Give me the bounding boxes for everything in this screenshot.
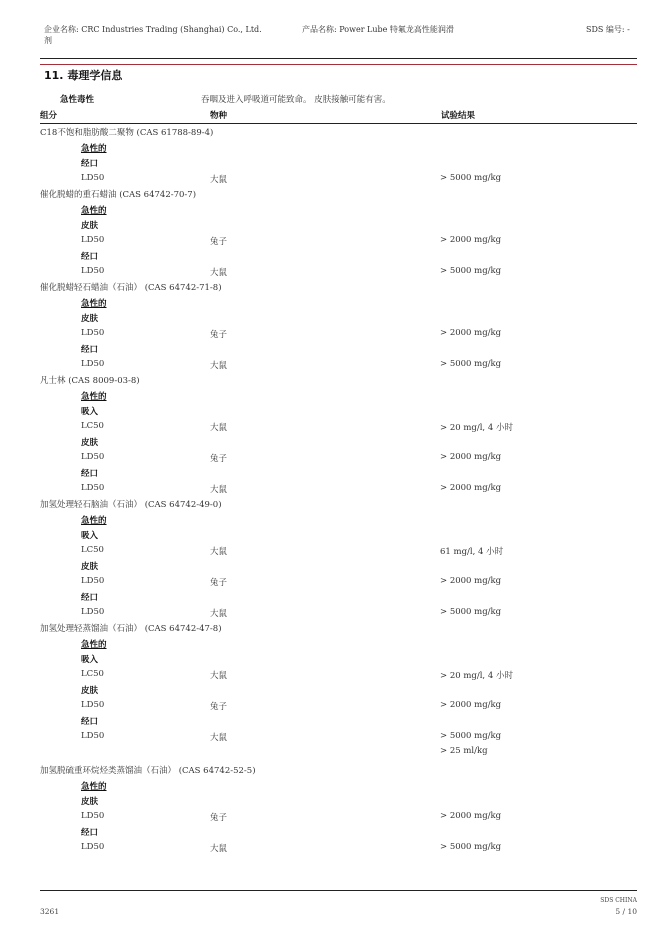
exposure-route: 经口 [81,828,99,838]
toxicity-category: 急性的 [81,392,107,402]
toxicity-category: 急性的 [81,299,107,309]
exposure-route: 皮肤 [81,686,99,696]
table-cell-species: 大鼠 [210,670,228,681]
table-cell-species: 兔子 [210,236,228,247]
header-product: 产品名称: Power Lube 特氟龙高性能润滑 [302,25,454,34]
table-cell-species: 大鼠 [210,732,228,743]
table-cell-result: 61 mg/l, 4 小时 [440,546,504,557]
header-sds-number: SDS 编号: - [586,25,630,34]
exposure-route: 经口 [81,252,99,262]
table-cell-result: > 2000 mg/kg [440,482,502,493]
exposure-route: 皮肤 [81,314,99,324]
footer-divider [40,890,637,891]
table-cell-result: > 2000 mg/kg [440,327,502,338]
exposure-route: 皮肤 [81,797,99,807]
exposure-route: 经口 [81,593,99,603]
toxicity-category: 急性的 [81,640,107,650]
exposure-route: 吸入 [81,407,99,417]
table-cell-species: 大鼠 [210,484,228,495]
table-cell-test-name: LD50 [81,265,105,276]
table-cell-test-name: LD50 [81,575,105,586]
toxicity-category: 急性的 [81,516,107,526]
table-cell-species: 兔子 [210,812,228,823]
table-cell-test-name: LD50 [81,606,105,617]
table-cell-species: 兔子 [210,701,228,712]
table-cell-test-name: LD50 [81,810,105,821]
table-cell-test-name: LD50 [81,699,105,710]
header-company: 企业名称: CRC Industries Trading (Shanghai) Co., Ltd. [44,25,262,34]
table-cell-result: > 5000 mg/kg [440,172,502,183]
exposure-route: 吸入 [81,655,99,665]
acute-toxicity-statement: 吞咽及进入呼吸道可能致命。 皮肤接触可能有害。 [201,95,391,105]
table-cell-result: > 2000 mg/kg [440,451,502,462]
component-name: 催化脱蜡的重石蜡油 (CAS 64742-70-7) [40,190,197,200]
table-cell-test-name: LD50 [81,358,105,369]
component-name: 凡士林 (CAS 8009-03-8) [40,376,140,386]
acute-toxicity-label: 急性毒性 [60,95,95,105]
header-company-wrap: 剂 [44,36,52,45]
exposure-route: 经口 [81,717,99,727]
component-name: 加氢处理轻石脑油（石油） (CAS 64742-49-0) [40,500,222,510]
table-cell-result: > 20 mg/l, 4 小时 [440,422,513,433]
exposure-route: 经口 [81,159,99,169]
table-cell-result: > 5000 mg/kg [440,730,502,741]
column-header-species: 物种 [210,111,228,121]
table-cell-species: 兔子 [210,329,228,340]
table-cell-test-name: LD50 [81,234,105,245]
footer-doc-number: 3261 [40,907,60,916]
table-cell-result: > 20 mg/l, 4 小时 [440,670,513,681]
footer-page-number: 5 / 10 [615,907,637,916]
table-cell-result: > 5000 mg/kg [440,265,502,276]
table-cell-species: 大鼠 [210,608,228,619]
column-header-result: 试验结果 [441,111,476,121]
table-cell-test-name: LD50 [81,841,105,852]
exposure-route: 经口 [81,469,99,479]
component-name: 加氢脱硫重环烷烃类蒸馏油（石油） (CAS 64742-52-5) [40,766,256,776]
exposure-route: 经口 [81,345,99,355]
exposure-route: 吸入 [81,531,99,541]
table-cell-test-name: LD50 [81,172,105,183]
table-cell-species: 大鼠 [210,843,228,854]
table-cell-result: > 2000 mg/kg [440,810,502,821]
exposure-route: 皮肤 [81,438,99,448]
table-cell-test-name: LD50 [81,451,105,462]
component-name: 加氢处理轻蒸馏油（石油） (CAS 64742-47-8) [40,624,222,634]
table-cell-test-name: LD50 [81,327,105,338]
table-cell-species: 大鼠 [210,546,228,557]
table-cell-result: > 2000 mg/kg [440,234,502,245]
exposure-route: 皮肤 [81,221,99,231]
table-cell-species: 大鼠 [210,422,228,433]
header-divider [40,58,637,59]
table-cell-result: > 5000 mg/kg [440,841,502,852]
table-cell-result: > 5000 mg/kg [440,358,502,369]
table-cell-test-name: LC50 [81,544,104,555]
table-cell-test-name: LD50 [81,730,105,741]
column-header-component: 组分 [40,111,58,121]
exposure-route: 皮肤 [81,562,99,572]
table-cell-result: > 2000 mg/kg [440,575,502,586]
toxicity-category: 急性的 [81,206,107,216]
table-cell-test-name: LD50 [81,482,105,493]
component-name: C18不饱和脂肪酸二聚物 (CAS 61788-89-4) [40,128,214,138]
toxicity-category: 急性的 [81,782,107,792]
table-cell-species: 大鼠 [210,360,228,371]
table-cell-test-name: LC50 [81,668,104,679]
section-divider [40,64,637,65]
toxicity-category: 急性的 [81,144,107,154]
table-cell-result: > 25 ml/kg [440,746,488,756]
table-cell-species: 大鼠 [210,174,228,185]
section-title: 11. 毒理学信息 [44,69,123,82]
table-cell-result: > 2000 mg/kg [440,699,502,710]
table-header-divider [40,123,637,124]
table-cell-species: 兔子 [210,577,228,588]
table-cell-test-name: LC50 [81,420,104,431]
table-cell-species: 兔子 [210,453,228,464]
table-cell-species: 大鼠 [210,267,228,278]
component-name: 催化脱蜡轻石蜡油（石油） (CAS 64742-71-8) [40,283,222,293]
footer-sds-china: SDS CHINA [600,897,637,904]
table-cell-result: > 5000 mg/kg [440,606,502,617]
